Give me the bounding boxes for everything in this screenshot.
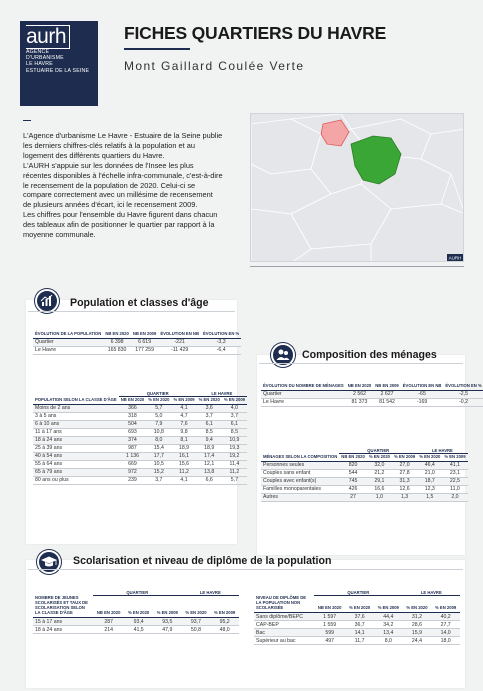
row-label: 3 à 5 ans: [33, 412, 119, 420]
table-cell: 46,4: [417, 461, 442, 469]
table-cell: 1 136: [119, 452, 147, 460]
table-cell: 31,3: [392, 477, 417, 485]
table-header: NB EN 2020: [339, 453, 367, 461]
row-label: Sans diplôme/BEPC: [254, 613, 314, 621]
table-header: ÉVOLUTION DU NOMBRE DE MÉNAGES: [261, 382, 346, 390]
table-cell: 19,2: [222, 452, 247, 460]
population-age-table: [33, 388, 247, 485]
table-cell: 6,1: [222, 420, 247, 428]
group-header-quartier: QUARTIER: [314, 587, 403, 595]
row-label: Couples avec enfant(s): [261, 477, 339, 485]
page-title: FICHES QUARTIERS DU HAVRE: [124, 23, 387, 43]
table-row: [261, 461, 468, 469]
table-cell: 7,9: [146, 420, 171, 428]
table-cell: 6,6: [197, 476, 222, 484]
table-cell: 5,7: [222, 476, 247, 484]
table-cell: 41,5: [124, 626, 153, 634]
menages-evolution-table: [261, 382, 483, 407]
table-cell: 1,5: [417, 493, 442, 501]
table-cell: 3,7: [222, 412, 247, 420]
intro-text: [23, 131, 223, 240]
table-header: % EN 2009: [153, 595, 182, 618]
table-cell: -11 429: [158, 346, 201, 354]
table-header: NOMBRE DE JEUNES SCOLARISÉS ET TAUX DE SCOLARISATION SELON LA CLASSE D'ÂGE: [33, 595, 93, 618]
table-cell: 14,0: [431, 629, 460, 637]
table-cell: 14,1: [345, 629, 374, 637]
intro-mark: [23, 120, 31, 121]
table-cell: 599: [314, 629, 345, 637]
map-credit: AURH: [448, 255, 462, 261]
table-cell: 6 619: [131, 338, 159, 346]
table-cell: 366: [119, 404, 147, 412]
row-label: 80 ans ou plus: [33, 476, 119, 484]
table-header: % EN 2020: [403, 595, 432, 613]
table-cell: 32,0: [367, 461, 392, 469]
map-divider: [250, 266, 464, 267]
table-cell: 669: [119, 460, 147, 468]
table-header: POPULATION SELON LA CLASSE D'ÂGE: [33, 396, 119, 404]
table-cell: 10,9: [222, 436, 247, 444]
table-header: % EN 2009: [210, 595, 239, 618]
table-row: [261, 469, 468, 477]
table-row: [254, 613, 460, 621]
table-header: % EN 2009: [392, 453, 417, 461]
table-cell: 16,1: [171, 452, 196, 460]
table-header: NIVEAU DE DIPLÔME DE LA POPULATION NON SCOLARISÉE: [254, 595, 314, 613]
table-cell: 4,1: [171, 476, 196, 484]
table-cell: 4,1: [171, 404, 196, 412]
table-cell: 10,8: [146, 428, 171, 436]
table-header: NB EN 2020: [103, 330, 131, 338]
table-body: [33, 404, 247, 484]
table-cell: 1,0: [367, 493, 392, 501]
logo-line: D'URBANISME: [26, 55, 64, 62]
table-cell: 93,5: [153, 618, 182, 626]
table-cell: -221: [158, 338, 201, 346]
table-cell: 12,3: [417, 485, 442, 493]
table-cell: 8,5: [197, 428, 222, 436]
table-cell: 497: [314, 637, 345, 645]
table-cell: 34,2: [374, 621, 403, 629]
table-cell: 3,6: [197, 404, 222, 412]
table-cell: -0,2: [443, 398, 483, 406]
table-row: [33, 428, 247, 436]
table-cell: 8,0: [374, 637, 403, 645]
row-label: Autres: [261, 493, 339, 501]
table-row: [254, 629, 460, 637]
table-cell: 9,4: [197, 436, 222, 444]
group-header-havre: LE HAVRE: [403, 587, 460, 595]
table-header: ÉVOLUTION EN %: [443, 382, 483, 390]
section-divider: [28, 569, 463, 570]
table-cell: 6 398: [103, 338, 131, 346]
group-header-quartier: QUARTIER: [339, 445, 417, 453]
district-map: [250, 113, 464, 262]
table-cell: 13,4: [374, 629, 403, 637]
row-label: Personnes seules: [261, 461, 339, 469]
table-cell: 15,9: [403, 629, 432, 637]
intro-paragraph: L'AURH s'appuie sur les données de l'Insee les plus récentes disponibles à l'échelle infra-communale, c'est-à-dire le recensement de la population de 2020. Celui-ci se compare correctement avec un millésime de recensement de plusieurs années d'écart, ici le recensement 2009.: [23, 160, 223, 210]
group-header-havre: LE HAVRE: [182, 587, 239, 595]
row-label: CAP-BEP: [254, 621, 314, 629]
table-body: [254, 613, 460, 645]
logo-word: aurh: [26, 25, 92, 49]
scolarisation-section-title: Scolarisation et niveau de diplôme de la population: [73, 555, 332, 567]
table-header: % EN 2020: [182, 595, 211, 618]
table-header: NB EN 2009: [131, 330, 159, 338]
table-cell: 18,0: [431, 637, 460, 645]
table-cell: 544: [339, 469, 367, 477]
table-cell: 47,9: [153, 626, 182, 634]
row-label: 55 à 64 ans: [33, 460, 119, 468]
table-cell: 11,2: [171, 468, 196, 476]
group-header-quartier: QUARTIER: [119, 388, 197, 396]
group-header-havre: LE HAVRE: [197, 388, 247, 396]
row-label: 25 à 39 ans: [33, 444, 119, 452]
table-cell: 95,2: [210, 618, 239, 626]
row-label: 6 à 10 ans: [33, 420, 119, 428]
table-body: [33, 618, 239, 634]
table-cell: 214: [93, 626, 124, 634]
table-header: ÉVOLUTION EN %: [201, 330, 241, 338]
table-cell: 21,0: [417, 469, 442, 477]
table-header: % EN 2020: [417, 453, 442, 461]
table-cell: -6,4: [201, 346, 241, 354]
row-label: 15 à 17 ans: [33, 618, 93, 626]
logo-line: AGENCE: [26, 49, 50, 55]
table-row: [33, 436, 247, 444]
intro-paragraph: Les chiffres pour l'ensemble du Havre figurent dans chacun des tableaux afin de positionner le quartier par rapport à la moyenne communale.: [23, 210, 218, 240]
table-cell: 15,2: [146, 468, 171, 476]
table-cell: 1 559: [314, 621, 345, 629]
table-cell: 18,7: [417, 477, 442, 485]
table-cell: 2,0: [442, 493, 467, 501]
table-cell: 18,9: [171, 444, 196, 452]
table-cell: 31,2: [403, 613, 432, 621]
table-cell: 93,4: [124, 618, 153, 626]
table-row: [33, 444, 247, 452]
row-label: Quartier: [261, 390, 346, 398]
row-label: Familles monoparentales: [261, 485, 339, 493]
table-row: [261, 485, 468, 493]
table-row: [261, 493, 468, 501]
table-cell: 19,3: [222, 444, 247, 452]
table-cell: 11,0: [442, 485, 467, 493]
table-cell: 27,7: [431, 621, 460, 629]
row-label: 65 à 79 ans: [33, 468, 119, 476]
table-cell: 11,4: [222, 460, 247, 468]
logo-line: LE HAVRE: [26, 61, 53, 68]
table-header: NB EN 2020: [93, 595, 124, 618]
table-row: [33, 468, 247, 476]
table-cell: 8,0: [146, 436, 171, 444]
table-header: NB EN 2020: [119, 396, 147, 404]
row-label: Moins de 2 ans: [33, 404, 119, 412]
table-header: % EN 2009: [442, 453, 467, 461]
title-underline: [124, 48, 190, 50]
table-header: % EN 2009: [431, 595, 460, 613]
logo-line: ESTUAIRE DE LA SEINE: [26, 67, 90, 74]
table-row: [33, 618, 239, 626]
table-cell: 48,0: [210, 626, 239, 634]
table-cell: 27,8: [392, 469, 417, 477]
table-header: MÉNAGES SELON LA COMPOSITION: [261, 453, 339, 461]
table-header: NB EN 2009: [373, 382, 401, 390]
table-row: [254, 621, 460, 629]
table-header: % EN 2020: [197, 396, 222, 404]
row-label: Supérieur au bac: [254, 637, 314, 645]
table-cell: 15,4: [146, 444, 171, 452]
table-cell: 11,7: [345, 637, 374, 645]
row-label: 18 à 24 ans: [33, 436, 119, 444]
table-cell: 3,7: [146, 476, 171, 484]
table-cell: 165 830: [103, 346, 131, 354]
table-cell: -65: [401, 390, 444, 398]
diplome-table: [254, 587, 460, 645]
table-cell: 50,8: [182, 626, 211, 634]
table-cell: 22,5: [442, 477, 467, 485]
table-cell: 2 562: [346, 390, 374, 398]
table-header: % EN 2009: [222, 396, 247, 404]
table-cell: 23,1: [442, 469, 467, 477]
table-body: [261, 461, 468, 501]
table-cell: 177 259: [131, 346, 159, 354]
table-cell: -3,3: [201, 338, 241, 346]
table-cell: 504: [119, 420, 147, 428]
table-cell: 3,7: [197, 412, 222, 420]
table-cell: 820: [339, 461, 367, 469]
group-header-quartier: QUARTIER: [93, 587, 182, 595]
row-label: Quartier: [33, 338, 103, 346]
table-cell: 41,1: [442, 461, 467, 469]
table-cell: 18,9: [197, 444, 222, 452]
table-cell: 8,5: [222, 428, 247, 436]
table-cell: 27,0: [392, 461, 417, 469]
table-cell: 10,5: [146, 460, 171, 468]
table-cell: 2 627: [373, 390, 401, 398]
row-label: Couples sans enfant: [261, 469, 339, 477]
table-header: % EN 2009: [171, 396, 196, 404]
menages-composition-table: [261, 445, 468, 502]
table-cell: 972: [119, 468, 147, 476]
intro-paragraph: L'Agence d'urbanisme Le Havre - Estuaire de la Seine publie les derniers chiffres-clés relatifs à la population et au logement des différents quartiers du Havre.: [23, 131, 223, 160]
table-cell: 1 597: [314, 613, 345, 621]
row-label: 11 à 17 ans: [33, 428, 119, 436]
table-cell: 4,7: [171, 412, 196, 420]
table-cell: 987: [119, 444, 147, 452]
table-row: [33, 460, 247, 468]
section-divider: [28, 311, 235, 312]
table-row: [254, 637, 460, 645]
table-header: % EN 2009: [374, 595, 403, 613]
table-row: [33, 626, 239, 634]
table-cell: 81 542: [373, 398, 401, 406]
table-header: ÉVOLUTION EN NB: [401, 382, 444, 390]
table-cell: 5,7: [146, 404, 171, 412]
graduation-cap-icon: [37, 550, 61, 574]
table-cell: 17,7: [146, 452, 171, 460]
scolarisation-table: [33, 587, 239, 634]
table-cell: 12,6: [392, 485, 417, 493]
row-label: 40 à 54 ans: [33, 452, 119, 460]
table-cell: 21,2: [367, 469, 392, 477]
table-cell: 8,1: [171, 436, 196, 444]
table-cell: 15,6: [171, 460, 196, 468]
page-subtitle: Mont Gaillard Coulée Verte: [124, 59, 305, 73]
table-cell: 12,1: [197, 460, 222, 468]
table-cell: -169: [401, 398, 444, 406]
table-cell: 29,1: [367, 477, 392, 485]
table-cell: 37,6: [345, 613, 374, 621]
group-header-havre: LE HAVRE: [417, 445, 467, 453]
table-cell: 36,7: [345, 621, 374, 629]
table-cell: 693: [119, 428, 147, 436]
table-cell: 40,2: [431, 613, 460, 621]
table-cell: 28,6: [403, 621, 432, 629]
table-cell: -2,5: [443, 390, 483, 398]
table-cell: 374: [119, 436, 147, 444]
table-header: % EN 2020: [124, 595, 153, 618]
row-label: 18 à 24 ans: [33, 626, 93, 634]
table-cell: 27: [339, 493, 367, 501]
table-row: [261, 477, 468, 485]
table-cell: 5,0: [146, 412, 171, 420]
population-section-title: Population et classes d'âge: [70, 297, 209, 309]
table-cell: 11,2: [222, 468, 247, 476]
table-cell: 13,8: [197, 468, 222, 476]
table-cell: 426: [339, 485, 367, 493]
section-divider: [259, 363, 463, 364]
table-cell: 7,6: [171, 420, 196, 428]
table-cell: 318: [119, 412, 147, 420]
map-svg: [251, 114, 464, 262]
table-header: NB EN 2020: [314, 595, 345, 613]
table-cell: 16,6: [367, 485, 392, 493]
table-row: [33, 412, 247, 420]
table-cell: 81 373: [346, 398, 374, 406]
table-cell: 24,4: [403, 637, 432, 645]
table-row: [33, 476, 247, 484]
table-cell: 239: [119, 476, 147, 484]
row-label: Le Havre: [261, 398, 346, 406]
table-header: % EN 2020: [146, 396, 171, 404]
table-header: % EN 2020: [345, 595, 374, 613]
table-row: [33, 420, 247, 428]
table-header: ÉVOLUTION EN NB: [158, 330, 201, 338]
table-cell: 745: [339, 477, 367, 485]
aurh-logo: [20, 21, 98, 106]
table-header: ÉVOLUTION DE LA POPULATION: [33, 330, 103, 338]
table-row: [33, 452, 247, 460]
table-cell: 9,8: [171, 428, 196, 436]
row-label: Bac: [254, 629, 314, 637]
table-cell: 6,1: [197, 420, 222, 428]
table-cell: 1,3: [392, 493, 417, 501]
bar-chart-icon: [35, 289, 59, 313]
table-header: % EN 2020: [367, 453, 392, 461]
table-cell: 93,7: [182, 618, 211, 626]
table-cell: 4,0: [222, 404, 247, 412]
table-row: [33, 404, 247, 412]
menages-section-title: Composition des ménages: [302, 349, 437, 361]
table-cell: 17,4: [197, 452, 222, 460]
row-label: Le Havre: [33, 346, 103, 354]
table-cell: 44,4: [374, 613, 403, 621]
table-header: NB EN 2020: [346, 382, 374, 390]
population-evolution-table: [33, 330, 241, 355]
table-cell: 287: [93, 618, 124, 626]
